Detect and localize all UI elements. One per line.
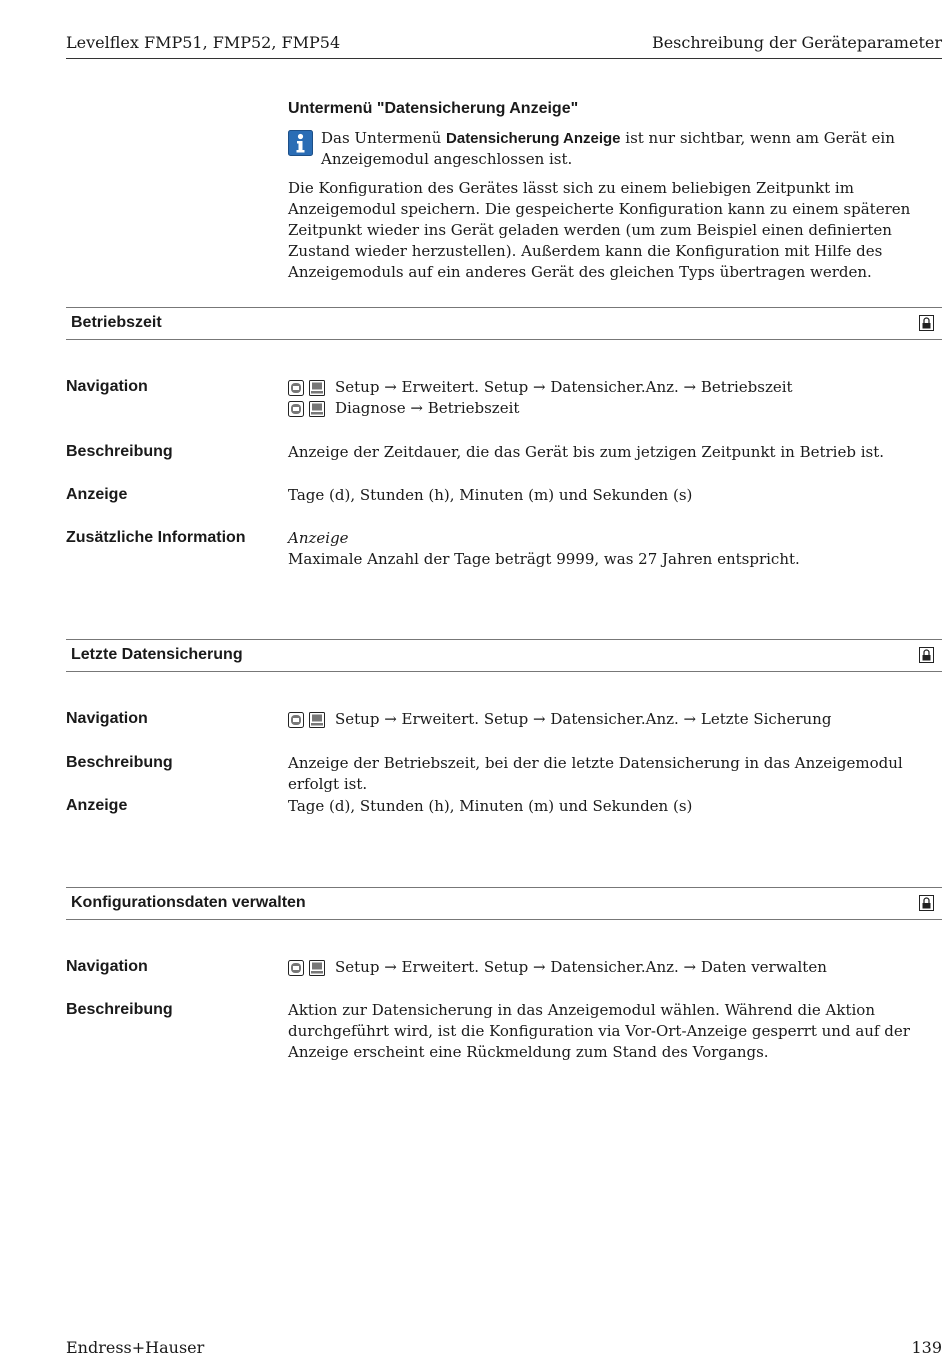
anzeige-text: Tage (d), Stunden (h), Minuten (m) und Sekunden (s) <box>288 797 693 815</box>
zusatz-block <box>288 528 944 570</box>
beschreibung-text: Aktion zur Datensicherung in das Anzeigemodul wählen. Während die Aktion durchgeführt wird, ist die Konfiguration via Vor-Ort-Anzeige gesperrt und auf der Anzeige erscheint eine Rückmeldung zum Stand des Vorgangs. <box>288 1001 910 1061</box>
info-note-post: ist nur sichtbar, wenn am Gerät ein Anzeigemodul angeschlossen ist. <box>321 129 895 168</box>
navigation-paths <box>288 957 944 978</box>
submenu-intro: Die Konfiguration des Gerätes lässt sich zu einem beliebigen Zeitpunkt im Anzeigemodul speichern. Die gespeicherte Konfiguration kann zu einem späteren Zeitpunkt wieder ins Gerät geladen werden (um zum Beispiel einen definierten Zustand wieder herzustellen). Außerdem kann die Konfiguration mit Hilfe des Anzeigemoduls auf ein anderes Gerät des gleichen Typs übertragen werden. <box>288 179 911 281</box>
header-rule <box>66 58 942 59</box>
section-header-letzte-datensicherung <box>66 639 942 672</box>
operating-tool-icon <box>309 712 325 728</box>
local-display-icon <box>288 712 304 728</box>
local-display-icon <box>288 380 304 396</box>
label-navigation: Navigation <box>66 378 148 395</box>
footer-brand: Endress+Hauser <box>66 1338 205 1357</box>
nav-path-row <box>288 398 944 419</box>
operating-tool-icon <box>309 380 325 396</box>
beschreibung-text: Anzeige der Betriebszeit, bei der die letzte Datensicherung in das Anzeigemodul erfolgt ist. <box>288 754 903 793</box>
label-beschreibung: Beschreibung <box>66 1001 173 1018</box>
chapter-title: Beschreibung der Geräteparameter <box>651 33 942 52</box>
info-note-bold: Datensicherung Anzeige <box>446 130 621 147</box>
nav-path-row <box>288 957 944 978</box>
section-header-betriebszeit <box>66 307 942 340</box>
nav-path-text: Setup → Erweitert. Setup → Datensicher.Anz. → Letzte Sicherung <box>335 710 832 728</box>
info-note <box>321 128 946 170</box>
navigation-paths <box>288 377 944 419</box>
section-title: Konfigurationsdaten verwalten <box>71 894 306 911</box>
page-number: 139 <box>911 1338 942 1357</box>
label-beschreibung: Beschreibung <box>66 754 173 771</box>
submenu-title: Untermenü "Datensicherung Anzeige" <box>288 100 579 117</box>
anzeige-text: Tage (d), Stunden (h), Minuten (m) und Sekunden (s) <box>288 486 693 504</box>
label-navigation: Navigation <box>66 710 148 727</box>
info-icon <box>288 130 313 156</box>
nav-path-text: Diagnose → Betriebszeit <box>335 399 520 417</box>
section-header-konfigurationsdaten <box>66 887 942 920</box>
label-anzeige: Anzeige <box>66 486 128 503</box>
info-note-pre: Das Untermenü <box>321 129 447 147</box>
label-zusatz: Zusätzliche Information <box>66 529 246 546</box>
label-beschreibung: Beschreibung <box>66 443 173 460</box>
section-title: Letzte Datensicherung <box>71 646 243 663</box>
label-anzeige: Anzeige <box>66 797 128 814</box>
section-title: Betriebszeit <box>71 314 162 331</box>
local-display-icon <box>288 960 304 976</box>
nav-path-text: Setup → Erweitert. Setup → Datensicher.Anz. → Daten verwalten <box>335 958 827 976</box>
label-navigation: Navigation <box>66 958 148 975</box>
document-title: Levelflex FMP51, FMP52, FMP54 <box>66 33 341 52</box>
nav-path-text: Setup → Erweitert. Setup → Datensicher.Anz. → Betriebszeit <box>335 378 793 396</box>
beschreibung-text: Anzeige der Zeitdauer, die das Gerät bis zum jetzigen Zeitpunkt in Betrieb ist. <box>288 443 885 461</box>
zusatz-subtitle: Anzeige <box>288 529 349 547</box>
nav-path-row <box>288 709 944 730</box>
local-display-icon <box>288 401 304 417</box>
lock-icon <box>919 895 934 911</box>
zusatz-text: Maximale Anzahl der Tage beträgt 9999, was 27 Jahren entspricht. <box>288 550 800 568</box>
nav-path-row <box>288 377 944 398</box>
operating-tool-icon <box>309 401 325 417</box>
lock-icon <box>919 315 934 331</box>
lock-icon <box>919 647 934 663</box>
navigation-paths <box>288 709 944 730</box>
operating-tool-icon <box>309 960 325 976</box>
